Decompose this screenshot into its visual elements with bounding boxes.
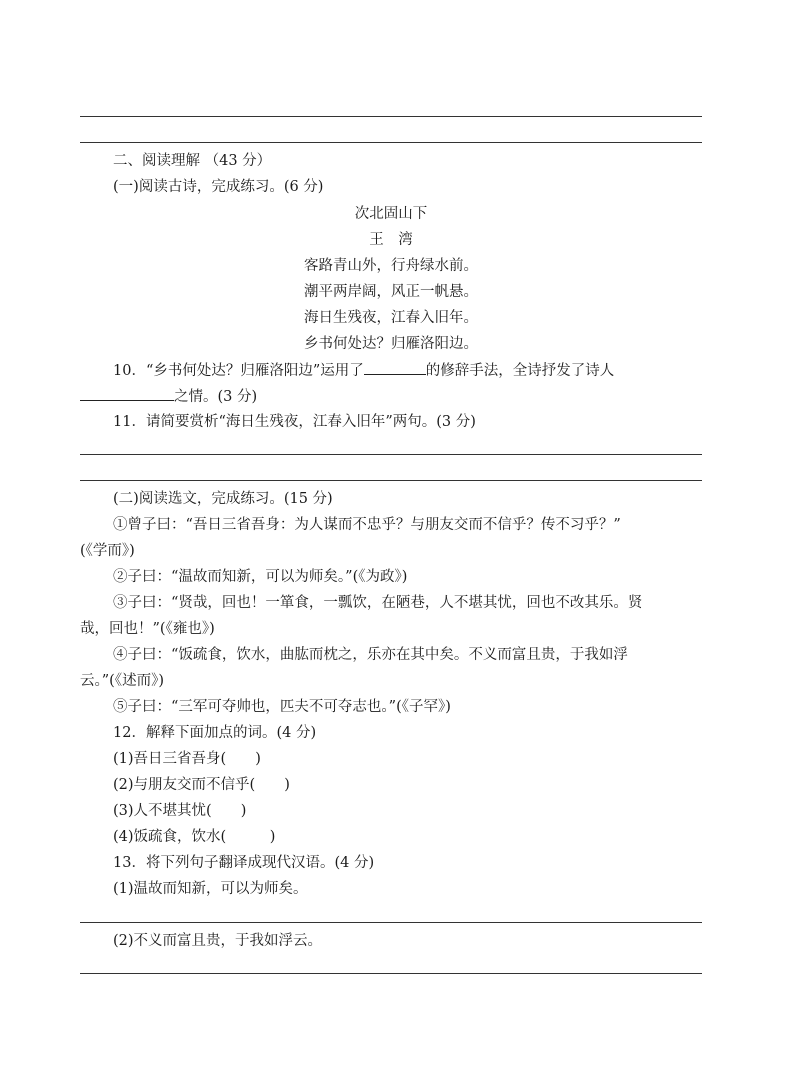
question-12-item: (1)吾日三省吾身( ) (113, 751, 261, 767)
question-12-item: (4)饭疏食，饮水( ) (113, 829, 276, 845)
question-13: 13．将下列句子翻译成现代汉语。(4 分) (113, 855, 375, 871)
fill-blank[interactable] (364, 360, 426, 375)
fill-blank[interactable] (80, 386, 174, 401)
question-10-text-c: 之情。(3 分) (174, 389, 258, 405)
question-12: 12．解释下面加点的词。(4 分) (113, 725, 317, 741)
question-13-item: (2)不义而富且贵，于我如浮云。 (113, 933, 323, 949)
answer-line (80, 116, 702, 117)
question-11: 11．请简要赏析“海日生残夜，江春入旧年”两句。(3 分) (113, 414, 476, 430)
passage-4: ④子曰：“饭疏食，饮水，曲肱而枕之，乐亦在其中矣。不义而富且贵，于我如浮 (113, 647, 628, 663)
part1-intro: (一)阅读古诗，完成练习。(6 分) (113, 179, 324, 195)
poem-title: 次北固山下 (354, 206, 428, 222)
section-title: 二、阅读理解 （43 分） (113, 153, 272, 169)
poem-line: 海日生残夜，江春入旧年。 (304, 310, 478, 326)
question-10-cont (80, 386, 257, 407)
passage-1: ①曾子曰：“吾日三省吾身：为人谋而不忠乎？与朋友交而不信乎？传不习乎？” (113, 517, 621, 533)
answer-line (80, 480, 702, 481)
poem-line: 潮平两岸阔，风正一帆悬。 (304, 284, 478, 300)
answer-line (80, 973, 702, 974)
answer-line (80, 454, 702, 455)
part2-intro: (二)阅读选文，完成练习。(15 分) (113, 491, 333, 507)
question-10-text-b: 的修辞手法，全诗抒发了诗人 (425, 363, 615, 379)
passage-2: ②子曰：“温故而知新，可以为师矣。”(《为政》) (113, 569, 408, 585)
passage-4-cont: 云。”(《述而》) (80, 673, 164, 689)
passage-1-source: (《学而》) (80, 543, 135, 559)
passage-3: ③子曰：“贤哉，回也！一箪食，一瓢饮，在陋巷，人不堪其忧，回也不改其乐。贤 (113, 595, 643, 611)
question-13-item: (1)温故而知新，可以为师矣。 (113, 881, 308, 897)
answer-line (80, 142, 702, 143)
question-10-text-a: 10．“乡书何处达？归雁洛阳边”运用了 (113, 363, 364, 379)
question-12-item: (3)人不堪其忧( ) (113, 803, 247, 819)
poem-line: 客路青山外，行舟绿水前。 (304, 258, 478, 274)
question-10 (113, 360, 614, 381)
passage-5: ⑤子曰：“三军可夺帅也，匹夫不可夺志也。”(《子罕》) (113, 699, 451, 715)
poem-line: 乡书何处达？归雁洛阳边。 (304, 336, 478, 352)
passage-3-cont: 哉，回也！”(《雍也》) (80, 621, 215, 637)
question-12-item: (2)与朋友交而不信乎( ) (113, 777, 290, 793)
poem-author: 王 湾 (369, 232, 413, 248)
answer-line (80, 922, 702, 923)
